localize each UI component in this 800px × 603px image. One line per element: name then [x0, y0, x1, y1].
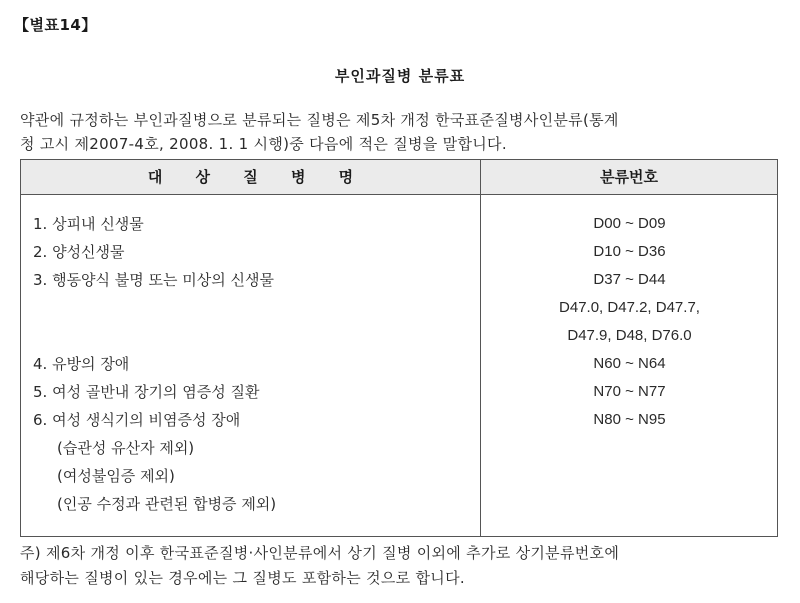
intro-paragraph	[20, 108, 760, 156]
table-row	[21, 294, 777, 322]
intro-line: 청 고시 제2007-4호, 2008. 1. 1 시행)중 다음에 적은 질병을 말합니다.	[20, 135, 507, 153]
table-row	[21, 462, 777, 490]
table-row	[21, 406, 777, 434]
table-row	[21, 434, 777, 462]
page-title: 부인과질병 분류표	[334, 67, 466, 85]
classification-table	[20, 159, 778, 537]
classification-code: D47.9, D48, D76.0	[567, 327, 692, 344]
header-classification-code: 분류번호	[600, 168, 658, 186]
table-header	[21, 160, 777, 195]
disease-name: (습관성 유산자 제외)	[57, 439, 195, 457]
disease-name: 1. 상피내 신생물	[33, 215, 144, 233]
disease-name: (여성불임증 제외)	[57, 467, 175, 485]
footnote-line: 해당하는 질병이 있는 경우에는 그 질병도 포함하는 것으로 합니다.	[20, 569, 465, 587]
disease-name: 6. 여성 생식기의 비염증성 장애	[33, 411, 241, 429]
appendix-label: 【별표14】	[14, 16, 97, 34]
table-row	[21, 322, 777, 350]
disease-name: 2. 양성신생물	[33, 243, 125, 261]
footnote	[20, 541, 780, 591]
classification-code: N80 ~ N95	[593, 411, 666, 428]
disease-name: (인공 수정과 관련된 합병증 제외)	[57, 495, 277, 513]
table-row	[21, 238, 777, 266]
classification-code: D10 ~ D36	[593, 243, 666, 260]
intro-line: 약관에 규정하는 부인과질병으로 분류되는 질병은 제5차 개정 한국표준질병사인분류(통계	[20, 111, 619, 129]
footnote-line: 주) 제6차 개정 이후 한국표준질병·사인분류에서 상기 질병 이외에 추가로 상기분류번호에	[20, 544, 620, 562]
table-row	[21, 490, 777, 518]
table-row	[21, 210, 777, 238]
classification-code: D00 ~ D09	[593, 215, 666, 232]
disease-name: 5. 여성 골반내 장기의 염증성 질환	[33, 383, 260, 401]
classification-code: D47.0, D47.2, D47.7,	[559, 299, 700, 316]
table-row	[21, 350, 777, 378]
disease-name: 3. 행동양식 불명 또는 미상의 신생물	[33, 271, 275, 289]
classification-code: D37 ~ D44	[593, 271, 666, 288]
header-disease-name: 대 상 질 병 명	[147, 168, 354, 186]
disease-name: 4. 유방의 장애	[33, 355, 130, 373]
table-row	[21, 266, 777, 294]
classification-code: N60 ~ N64	[593, 355, 666, 372]
table-row	[21, 378, 777, 406]
classification-code: N70 ~ N77	[593, 383, 666, 400]
